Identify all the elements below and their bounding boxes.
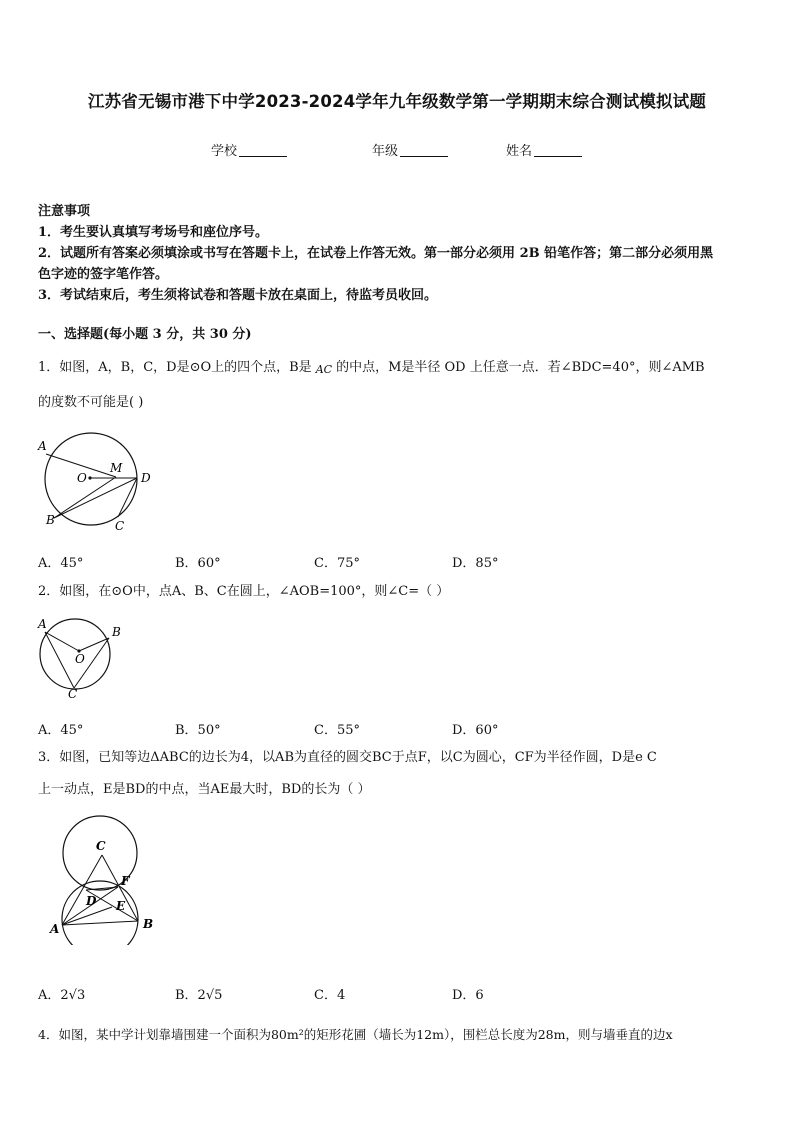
label-c: C (68, 687, 78, 701)
label-d: D (86, 894, 97, 908)
question-1-line-2: 的度数不可能是( ) (38, 395, 144, 410)
question-1-figure (30, 430, 160, 540)
question-3-line-2: 上一动点，E是BD的中点，当AE最大时，BD的长为（ ） (38, 782, 371, 797)
question-1-line-1: 1．如图，A，B，C，D是⊙O上的四个点，B是 AC 的中点，M是半径 OD 上任意一点．若∠BDC=40°，则∠AMB (38, 360, 705, 376)
notice-heading: 注意事项 (38, 204, 91, 219)
label-f: F (121, 874, 130, 888)
q1-option-b: B．60° (175, 556, 221, 571)
label-b: B (46, 513, 55, 527)
notice-item: 2．试题所有答案必须填涂或书写在答题卡上，在试卷上作答无效。第一部分必须用 2B 铅笔作答；第二部分必须用黑 (38, 246, 714, 261)
q3-option-a: A．2√3 (38, 988, 86, 1003)
label-a: A (38, 617, 47, 631)
arc-label: AC (315, 363, 333, 376)
label-a: A (38, 439, 47, 453)
question-4-text: 4．如图，某中学计划靠墙围建一个面积为80m²的矩形花圃（墙长为12m），围栏总长度为28m，则与墙垂直的边x (38, 1027, 673, 1042)
grade-field: 年级 (372, 140, 448, 159)
segment-dc (118, 478, 137, 517)
label-o: O (75, 652, 85, 666)
question-3-line-1: 3．如图，已知等边ΔABC的边长为4，以AB为直径的圆交BC于点F，以C为圆心，CF为半径作圆，D是e C (38, 750, 657, 765)
q3-option-d: D．6 (452, 988, 484, 1003)
segment-ab (62, 921, 138, 925)
name-field: 姓名 (506, 140, 582, 159)
q1-option-c: C．75° (314, 556, 360, 571)
label-e: E (116, 899, 126, 913)
notice-item: 3．考试结束后，考生须将试卷和答题卡放在桌面上，待监考员收回。 (38, 288, 438, 303)
label-b: B (143, 917, 154, 931)
label-c: C (115, 519, 125, 533)
label-c: C (96, 839, 106, 853)
notice-item: 1．考生要认真填写考场号和座位序号。 (38, 225, 269, 240)
question-3-figure (44, 815, 164, 945)
q2-option-a: A．45° (38, 723, 84, 738)
q3-option-c: C．4 (314, 988, 346, 1003)
question-2-text: 2．如图，在⊙O中，点A、B、C在圆上，∠AOB=100°，则∠C=（ ） (38, 584, 450, 599)
label-b: B (112, 625, 121, 639)
q1-option-a: A．45° (38, 556, 84, 571)
label-d: D (141, 471, 151, 485)
label-a: A (50, 922, 60, 936)
q1-option-d: D．85° (452, 556, 499, 571)
school-field: 学校 (211, 140, 287, 159)
q2-option-b: B．50° (175, 723, 221, 738)
center-dot (88, 476, 91, 479)
label-m: M (110, 461, 123, 475)
q2-option-d: D．60° (452, 723, 499, 738)
question-2-figure (30, 612, 130, 704)
q3-option-b: B．2√5 (175, 988, 223, 1003)
notice-item: 色字迹的签字笔作答。 (38, 267, 169, 282)
section-heading: 一、选择题(每小题 3 分，共 30 分) (38, 327, 252, 342)
q2-option-c: C．55° (314, 723, 360, 738)
segment-bd (54, 478, 137, 518)
notice-block (38, 201, 768, 306)
page-title: 江苏省无锡市港下中学2023-2024学年九年级数学第一学期期末综合测试模拟试题 (87, 92, 707, 111)
label-o: O (77, 471, 87, 485)
